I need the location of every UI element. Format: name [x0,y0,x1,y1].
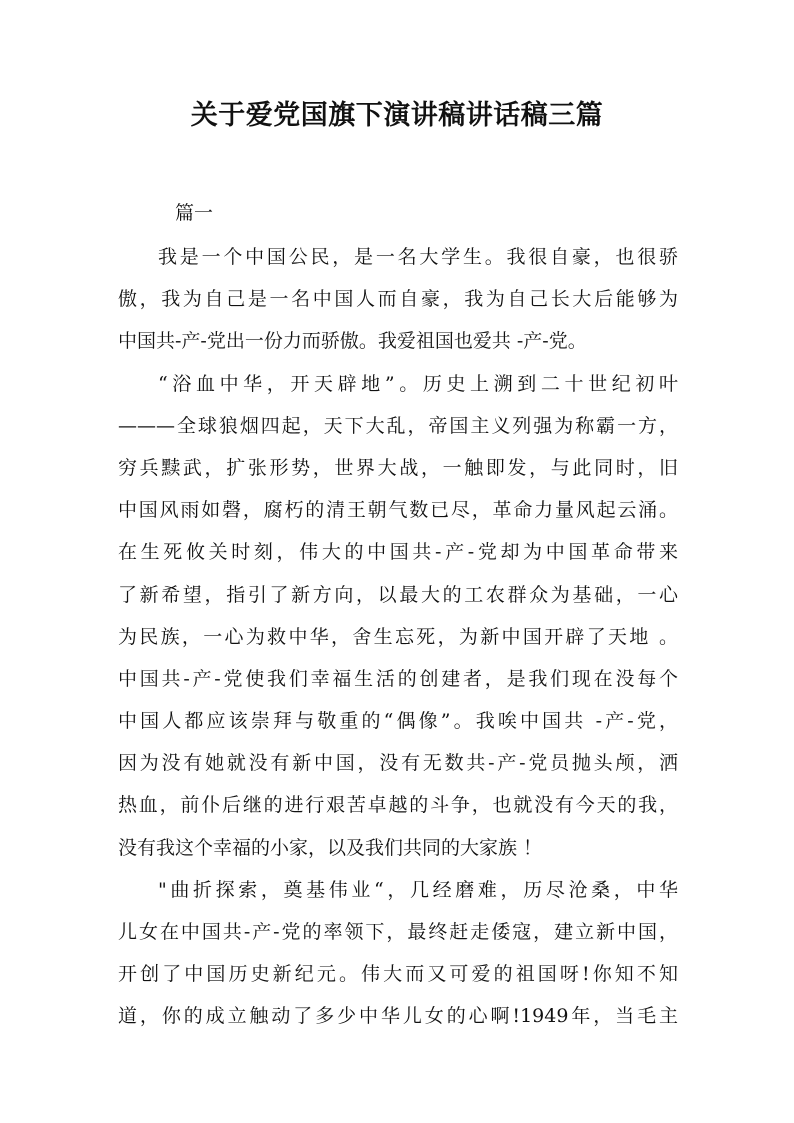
document-title: 关于爱党国旗下演讲稿讲话稿三篇 [190,100,604,131]
paragraph-line: “浴血中华，开天辟地”。历史上溯到二十世纪初叶 [158,372,678,395]
paragraph-line: 热血，前仆后继的进行艰苦卓越的斗争，也就没有今天的我， [118,794,678,817]
section-label: 篇一 [175,202,214,224]
paragraph-line: 穷兵黩武，扩张形势，世界大战，一触即发，与此同时，旧 [118,456,678,479]
paragraph-line: 开创了中国历史新纪元。伟大而又可爱的祖国呀!你知不知 [118,963,678,986]
paragraph-line: 中国共-产-党出一份力而骄傲。我爱祖国也爱共 -产-党。 [118,330,587,353]
paragraph-line: ———全球狼烟四起，天下大乱，帝国主义列强为称霸一方， [118,414,678,437]
paragraph-line: 我是一个中国公民，是一名大学生。我很自豪，也很骄 [158,246,678,268]
paragraph-line: 儿女在中国共-产-党的率领下，最终赶走倭寇，建立新中国， [118,921,678,943]
paragraph-line: 中国人都应该崇拜与敬重的“偶像”。我唉中国共 -产-党， [118,710,678,733]
paragraph-line: 傲，我为自己是一名中国人而自豪，我为自己长大后能够为 [118,288,678,311]
paragraph-line: 中国共-产-党使我们幸福生活的创建者，是我们现在没每个 [118,667,678,690]
body-text [118,241,678,1043]
paragraph-line: 了新希望，指引了新方向，以最大的工农群众为基础，一心 [118,583,678,606]
paragraph-line: "曲折探索，奠基伟业“，几经磨难，历尽沧桑，中华 [158,878,678,901]
paragraph-line: 为民族，一心为救中华，舍生忘死，为新中国开辟了天地 。 [118,625,678,648]
paragraph-line: 在生死攸关时刻，伟大的中国共-产-党却为中国革命带来 [118,541,678,564]
paragraph-line: 道，你的成立触动了多少中华儿女的心啊!1949年，当毛主 [118,1005,678,1028]
paragraph-line: 因为没有她就没有新中国，没有无数共-产-党员抛头颅，洒 [118,752,678,775]
paragraph-line: 中国风雨如磬，腐朽的清王朝气数已尽，革命力量风起云涌。 [118,499,678,522]
paragraph-line: 没有我这个幸福的小家，以及我们共同的大家族 ！ [118,836,543,859]
